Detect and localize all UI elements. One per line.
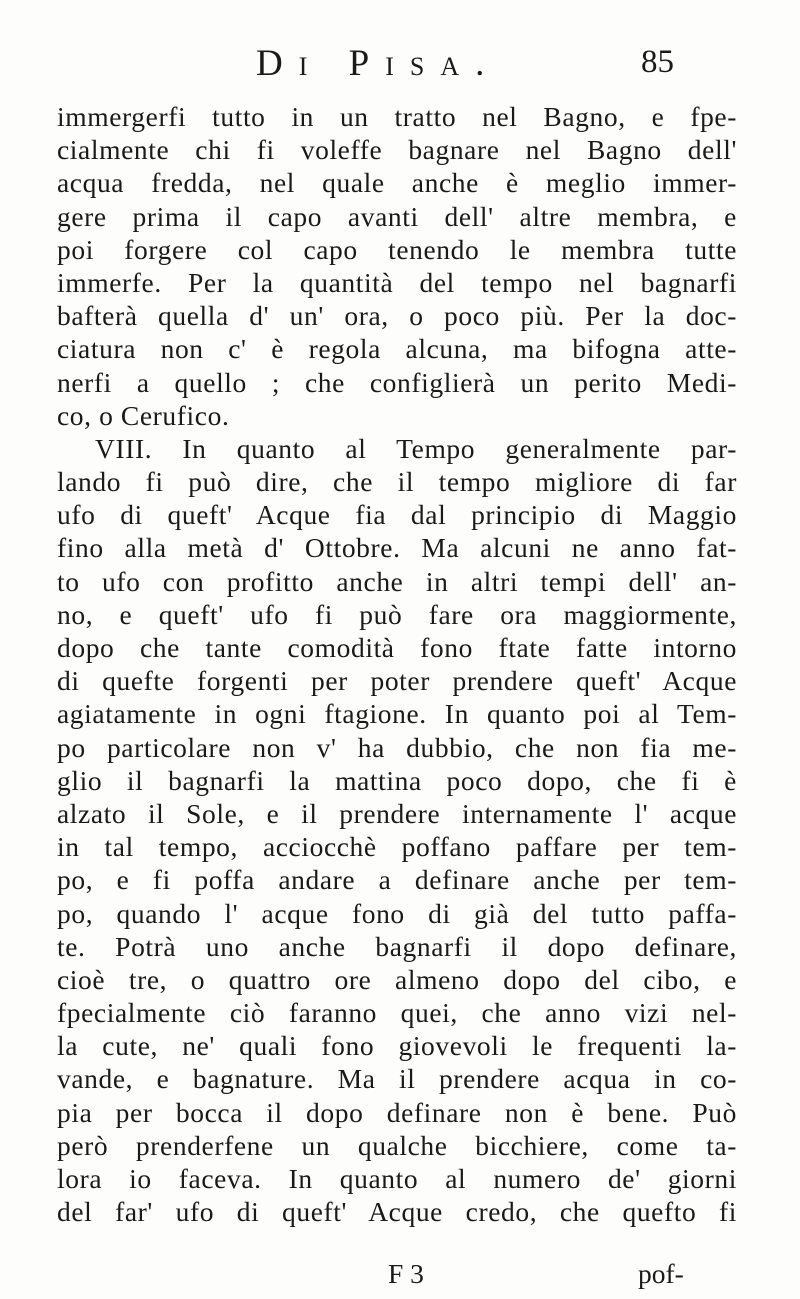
text-line: fino alla metà d' Ottobre. Ma alcuni ne anno fat- <box>57 532 737 564</box>
text-line: acqua fredda, nel quale anche è meglio immer- <box>57 167 737 199</box>
text-line: ciatura non c' è regola alcuna, ma bifogna atte- <box>57 333 737 365</box>
text-line: pia per bocca il dopo definare non è bene. Può <box>57 1096 737 1128</box>
text-line: fpecialmente ciò faranno quei, che anno vizi nel- <box>57 997 737 1029</box>
text-line: po, e fi poffa andare a definare anche per tem- <box>57 864 737 896</box>
running-head <box>0 42 800 92</box>
text-line: ufo di queft' Acque fia dal principio di Maggio <box>57 499 737 531</box>
text-line: agiatamente in ogni ftagione. In quanto poi al Tem- <box>57 698 737 730</box>
text-line: lando fi può dire, che il tempo migliore di far <box>57 466 737 498</box>
text-line: cioè tre, o quattro ore almeno dopo del cibo, e <box>57 963 737 995</box>
text-line: del far' ufo di queft' Acque credo, che quefto fi <box>57 1196 737 1228</box>
catchword: pof- <box>638 1258 684 1289</box>
section-start-line: VIII. In quanto al Tempo generalmente par- <box>95 432 737 464</box>
text-line: glio il bagnarfi la mattina poco dopo, che fi è <box>57 764 737 796</box>
text-line: bafterà quella d' un' ora, o poco più. Per la doc- <box>57 300 737 332</box>
text-line: po particolare non v' ha dubbio, che non fia me- <box>57 731 737 763</box>
page-footer <box>0 1258 800 1292</box>
text-line: to ufo con profitto anche in altri tempi dell' an- <box>57 565 737 597</box>
text-line: in tal tempo, acciocchè poffano paffare per tem- <box>57 831 737 863</box>
body-text <box>57 100 737 1228</box>
text-line: dopo che tante comodità fono ftate fatte intorno <box>57 632 737 663</box>
text-line: immerfe. Per la quantità del tempo nel bagnarfi <box>57 266 737 298</box>
text-line: no, e queft' ufo fi può fare ora maggiormente, <box>57 598 737 630</box>
page-number: 85 <box>641 44 674 80</box>
text-line: però prenderfene un qualche bicchiere, come ta- <box>57 1129 737 1161</box>
text-line: vande, e bagnature. Ma il prendere acqua in co- <box>57 1063 737 1095</box>
text-line: nerfi a quello ; che configlierà un perito Medi- <box>57 366 737 398</box>
text-line: te. Potrà uno anche bagnarfi il dopo definare, <box>57 930 737 962</box>
text-line: di quefte forgenti per poter prendere queft' Acque <box>57 665 737 697</box>
running-title: Di Pisa. <box>256 43 501 84</box>
text-line: poi forgere col capo tenendo le membra tutte <box>57 233 737 265</box>
text-line: lora io faceva. In quanto al numero de' giorni <box>57 1163 737 1194</box>
text-line: co, o Cerufico. <box>57 399 230 431</box>
text-line: po, quando l' acque fono di già del tutto paffa- <box>57 897 737 929</box>
text-line: gere prima il capo avanti dell' altre membra, e <box>57 200 737 232</box>
signature-mark: F 3 <box>388 1258 424 1289</box>
text-line: alzato il Sole, e il prendere internamente l' acque <box>57 797 737 829</box>
text-line: la cute, ne' quali fono giovevoli le frequenti la- <box>57 1030 737 1062</box>
text-line: cialmente chi fi voleffe bagnare nel Bagno dell' <box>57 134 737 166</box>
text-line: immergerfi tutto in un tratto nel Bagno, e fpe- <box>57 101 737 132</box>
